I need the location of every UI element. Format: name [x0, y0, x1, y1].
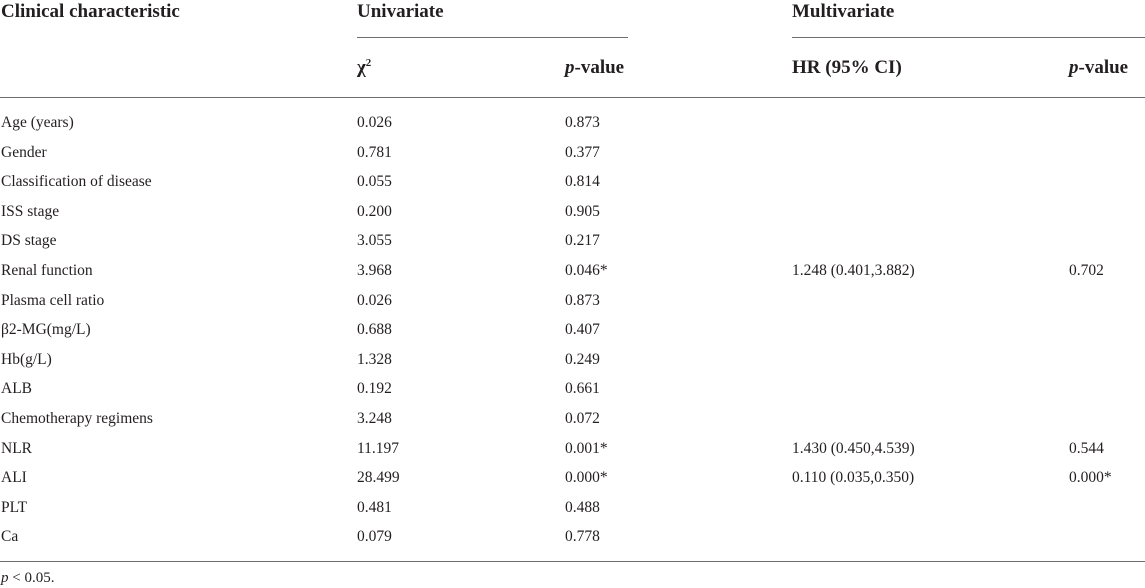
header-clinical-characteristic: Clinical characteristic	[1, 1, 180, 22]
cell-characteristic: PLT	[1, 499, 28, 516]
cell-characteristic: Hb(g/L)	[1, 351, 52, 368]
cell-chi-square: 1.328	[357, 351, 392, 368]
cell-characteristic: Chemotherapy regimens	[1, 410, 153, 427]
cell-characteristic: β2-MG(mg/L)	[1, 321, 91, 338]
cell-p-value-multivariate: 0.702	[1069, 262, 1104, 279]
cell-hr-ci: 1.248 (0.401,3.882)	[792, 262, 915, 279]
cell-characteristic: DS stage	[1, 232, 57, 249]
cell-chi-square: 3.968	[357, 262, 392, 279]
cell-p-value-univariate: 0.905	[565, 203, 600, 220]
cell-chi-square: 0.688	[357, 321, 392, 338]
cell-characteristic: Plasma cell ratio	[1, 292, 105, 309]
cell-chi-square: 3.055	[357, 232, 392, 249]
cell-characteristic: Ca	[1, 528, 19, 545]
cell-chi-square: 28.499	[357, 469, 400, 486]
cell-p-value-univariate: 0.249	[565, 351, 600, 368]
cell-p-value-univariate: 0.488	[565, 499, 600, 516]
cell-p-value-univariate: 0.407	[565, 321, 600, 338]
cell-p-value-multivariate: 0.544	[1069, 440, 1104, 457]
cell-characteristic: ALB	[1, 380, 32, 397]
cell-characteristic: ALI	[1, 469, 27, 486]
cell-chi-square: 0.026	[357, 114, 392, 131]
header-chi-square: $\chi^2$	[357, 57, 372, 78]
cell-p-value-univariate: 0.661	[565, 380, 600, 397]
cell-chi-square: 3.248	[357, 410, 392, 427]
header-p-value-univariate: p-value	[565, 57, 625, 78]
header-p-value-multivariate: p-value	[1069, 57, 1129, 78]
cell-p-value-univariate: 0.778	[565, 528, 600, 545]
cell-chi-square: 11.197	[357, 440, 400, 457]
cell-chi-square: 0.192	[357, 380, 392, 397]
cell-characteristic: Renal function	[1, 262, 93, 279]
cell-characteristic: ISS stage	[1, 203, 60, 220]
cell-chi-square: 0.781	[357, 144, 392, 161]
cell-characteristic: Gender	[1, 144, 47, 161]
cell-characteristic: Classification of disease	[1, 173, 152, 190]
cell-characteristic: NLR	[1, 440, 32, 457]
header-hr-ci: HR (95% CI)	[792, 57, 902, 78]
cell-p-value-univariate: 0.377	[565, 144, 600, 161]
cell-chi-square: 0.026	[357, 292, 392, 309]
cell-p-value-multivariate: 0.000*	[1069, 469, 1112, 486]
cell-p-value-univariate: 0.072	[565, 410, 600, 427]
cell-hr-ci: 0.110 (0.035,0.350)	[792, 469, 915, 486]
cell-p-value-univariate: 0.001*	[565, 440, 608, 457]
cell-chi-square: 0.079	[357, 528, 392, 545]
header-univariate: Univariate	[357, 1, 444, 22]
cell-p-value-univariate: 0.873	[565, 292, 600, 309]
cell-p-value-univariate: 0.873	[565, 114, 600, 131]
cell-chi-square: 0.200	[357, 203, 392, 220]
cell-chi-square: 0.481	[357, 499, 392, 516]
cell-p-value-univariate: 0.814	[565, 173, 600, 190]
cell-hr-ci: 1.430 (0.450,4.539)	[792, 440, 915, 457]
cell-chi-square: 0.055	[357, 173, 392, 190]
cell-characteristic: Age (years)	[1, 114, 74, 131]
cell-p-value-univariate: 0.000*	[565, 469, 608, 486]
header-multivariate: Multivariate	[792, 1, 895, 22]
cell-p-value-univariate: 0.217	[565, 232, 600, 249]
cell-p-value-univariate: 0.046*	[565, 262, 608, 279]
table-bottom-rule	[0, 561, 1145, 562]
table-footnote: p < 0.05.	[1, 570, 55, 586]
